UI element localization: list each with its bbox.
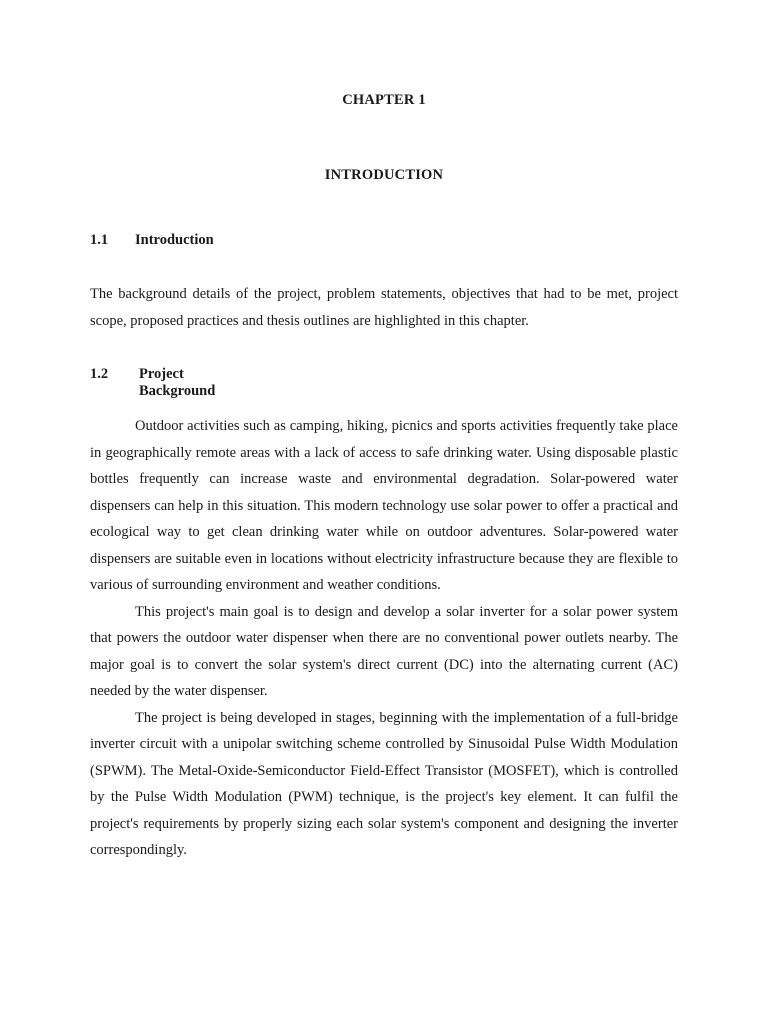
introduction-paragraph: The background details of the project, problem statements, objectives that had to be met, project scope, proposed practices and thesis outlines are highlighted in this chapter. bbox=[90, 286, 678, 329]
section-heading-project-background bbox=[90, 366, 216, 399]
background-paragraph: The project is being developed in stages, beginning with the implementation of a full-bridge inverter circuit with a unipolar switching scheme controlled by Sinusoidal Pulse Width Modulation (SPWM). The Metal-Oxide-Semiconductor Field-Effect Transistor (MOSFET), which is controlled by the Pulse Width Modulation (PWM) technique, is the project's key element. It can fulfil the project's requirements by properly sizing each solar system's component and designing the inverter correspondingly. bbox=[90, 709, 678, 858]
background-paragraph: Outdoor activities such as camping, hiking, picnics and sports activities frequently take place in geographically remote areas with a lack of access to safe drinking water. Using disposable plastic bottles frequently can increase waste and environmental degradation. Solar-powered water dispensers can help in this situation. This modern technology use solar power to offer a practical and ecological way to get clean drinking water while on outdoor adventures. Solar-powered water dispensers are suitable even in locations without electricity infrastructure because they are flexible to various of surrounding environment and weather conditions. bbox=[90, 418, 678, 593]
background-paragraph: This project's main goal is to design and develop a solar inverter for a solar power system that powers the outdoor water dispenser when there are no conventional power outlets nearby. The major goal is to convert the solar system's direct current (DC) into the alternating current (AC) needed by the water dispenser. bbox=[90, 603, 678, 699]
chapter-label: CHAPTER 1 bbox=[342, 92, 426, 108]
section-title: Introduction bbox=[135, 232, 214, 248]
section-number: 1.2 bbox=[90, 366, 109, 382]
section-number: 1.1 bbox=[90, 232, 109, 248]
project-background-body bbox=[90, 413, 678, 864]
section-title: Project Background bbox=[139, 366, 216, 399]
section-heading-introduction bbox=[90, 232, 214, 249]
chapter-title: INTRODUCTION bbox=[324, 167, 444, 183]
